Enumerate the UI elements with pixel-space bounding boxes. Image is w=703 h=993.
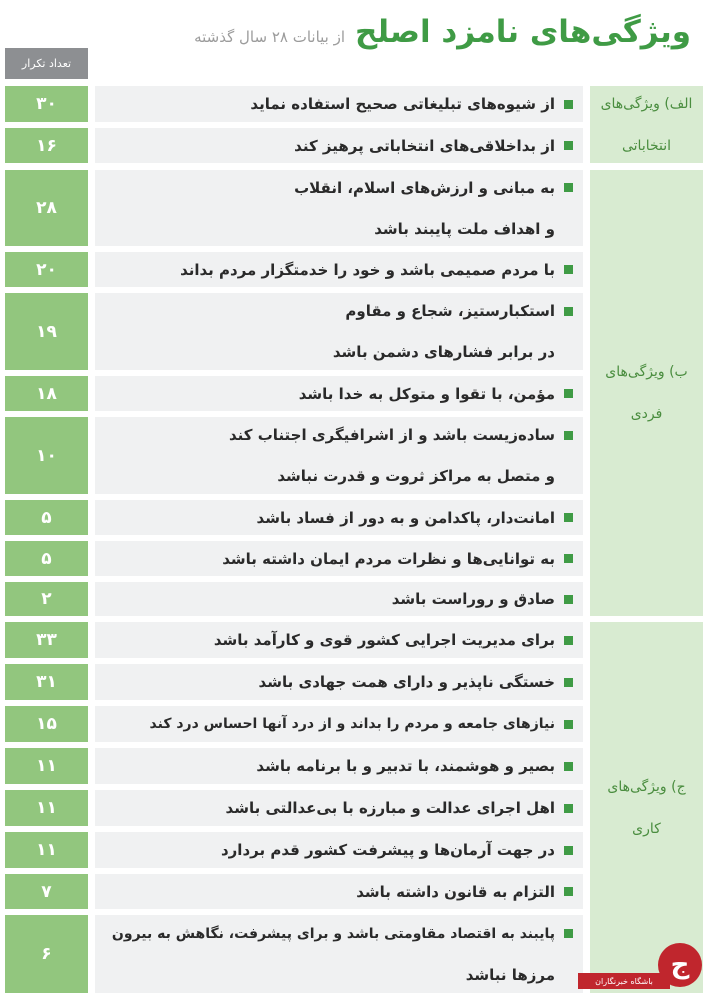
row-text: بصیر و هوشمند، با تدبیر و با برنامه باشد <box>256 757 555 775</box>
row-count: ۲۸ <box>5 170 88 246</box>
row-text: خستگی ناپذیر و دارای همت جهادی باشد <box>258 673 555 691</box>
table-row <box>95 790 583 826</box>
row-count: ۱۱ <box>5 832 88 868</box>
row-text: و متصل به مراکز ثروت و قدرت نباشد <box>277 467 555 485</box>
row-count: ۱۵ <box>5 706 88 742</box>
row-text: اهل اجرای عدالت و مبارزه با بی‌عدالتی باشد <box>225 799 555 817</box>
row-text: در برابر فشارهای دشمن باشد <box>332 343 555 361</box>
category-line: ب) ویژگی‌های <box>605 364 688 380</box>
row-text: به مبانی و ارزش‌های اسلام، انقلاب <box>294 178 555 197</box>
logo-text: باشگاه خبرنگاران <box>578 973 670 989</box>
bullet-icon <box>564 762 573 771</box>
row-count: ۳۰ <box>5 86 88 122</box>
category-personal <box>590 170 703 616</box>
bullet-icon <box>564 389 573 398</box>
table-row <box>95 874 583 909</box>
category-line: کاری <box>632 820 661 837</box>
table-row <box>95 86 583 122</box>
row-text: در جهت آرمان‌ها و پیشرفت کشور قدم بردارد <box>220 841 555 859</box>
table-row <box>95 664 583 700</box>
logo-glyph: ج <box>658 943 702 987</box>
page-title: ویژگی‌های نامزد اصلح <box>355 14 691 50</box>
bullet-icon <box>564 100 573 109</box>
table-row <box>95 541 583 576</box>
row-count: ۲ <box>5 582 88 616</box>
table-row <box>95 915 583 993</box>
bullet-icon <box>564 720 573 729</box>
row-text: از بداخلاقی‌های انتخاباتی پرهیز کند <box>294 136 555 155</box>
table-row <box>95 500 583 535</box>
bullet-icon <box>564 846 573 855</box>
row-text: با مردم صمیمی باشد و خود را خدمتگزار مردم بداند <box>180 260 555 279</box>
row-text: مؤمن، با تقوا و متوکل به خدا باشد <box>298 384 555 403</box>
bullet-icon <box>564 595 573 604</box>
bullet-icon <box>564 678 573 687</box>
row-count: ۱۰ <box>5 417 88 494</box>
page-subtitle: از بیانات ۲۸ سال گذشته <box>194 28 346 46</box>
row-count: ۳۱ <box>5 664 88 700</box>
row-count: ۲۰ <box>5 252 88 287</box>
row-count: ۵ <box>5 541 88 576</box>
table-row <box>95 170 583 246</box>
row-count: ۶ <box>5 915 88 993</box>
table-row <box>95 376 583 411</box>
row-count: ۱۶ <box>5 128 88 163</box>
brand-logo <box>578 943 703 993</box>
page-title-block <box>194 14 691 58</box>
bullet-icon <box>564 887 573 896</box>
table-row <box>95 252 583 287</box>
row-text: و اهداف ملت پایبند باشد <box>374 219 555 238</box>
table-row <box>95 293 583 370</box>
category-line: الف) ویژگی‌های <box>600 95 693 112</box>
row-count: ۱۸ <box>5 376 88 411</box>
row-text: از شیوه‌های تبلیغاتی صحیح استفاده نماید <box>250 95 555 113</box>
row-count: ۱۹ <box>5 293 88 370</box>
row-count: ۷ <box>5 874 88 909</box>
bullet-icon <box>564 265 573 274</box>
bullet-icon <box>564 636 573 645</box>
row-text: صادق و روراست باشد <box>391 590 555 608</box>
row-text: برای مدیریت اجرایی کشور قوی و کارآمد باشد <box>213 631 555 649</box>
row-text: التزام به قانون داشته باشد <box>356 882 555 901</box>
category-work <box>590 622 703 993</box>
bullet-icon <box>564 513 573 522</box>
category-electoral <box>590 86 703 163</box>
category-line: ج) ویژگی‌های <box>607 778 686 795</box>
bullet-icon <box>564 929 573 938</box>
bullet-icon <box>564 554 573 563</box>
row-text: استکبارستیز، شجاع و مقاوم <box>345 302 555 320</box>
row-text: مرزها نباشد <box>465 965 555 984</box>
table-row <box>95 748 583 784</box>
table-row <box>95 128 583 163</box>
table-row <box>95 832 583 868</box>
row-text: به توانایی‌ها و نظرات مردم ایمان داشته باشد <box>222 549 555 568</box>
table-row <box>95 622 583 658</box>
bullet-icon <box>564 183 573 192</box>
row-count: ۳۳ <box>5 622 88 658</box>
row-text: پایبند به اقتصاد مقاومتی باشد و برای پیشرفت، نگاهش به بیرون <box>111 925 555 942</box>
count-column-header: تعداد تکرار <box>5 48 88 79</box>
table-row <box>95 706 583 742</box>
bullet-icon <box>564 307 573 316</box>
bullet-icon <box>564 431 573 440</box>
table-row <box>95 582 583 616</box>
row-text: ساده‌زیست باشد و از اشرافیگری اجتناب کند <box>229 426 555 444</box>
table-row <box>95 417 583 494</box>
category-line: انتخاباتی <box>621 137 672 154</box>
row-count: ۱۱ <box>5 790 88 826</box>
bullet-icon <box>564 141 573 150</box>
category-line: فردی <box>630 406 663 422</box>
bullet-icon <box>564 804 573 813</box>
row-text: نیازهای جامعه و مردم را بداند و از درد آنها احساس درد کند <box>149 716 555 732</box>
row-text: امانت‌دار، پاکدامن و به دور از فساد باشد <box>256 508 555 527</box>
row-count: ۱۱ <box>5 748 88 784</box>
row-count: ۵ <box>5 500 88 535</box>
